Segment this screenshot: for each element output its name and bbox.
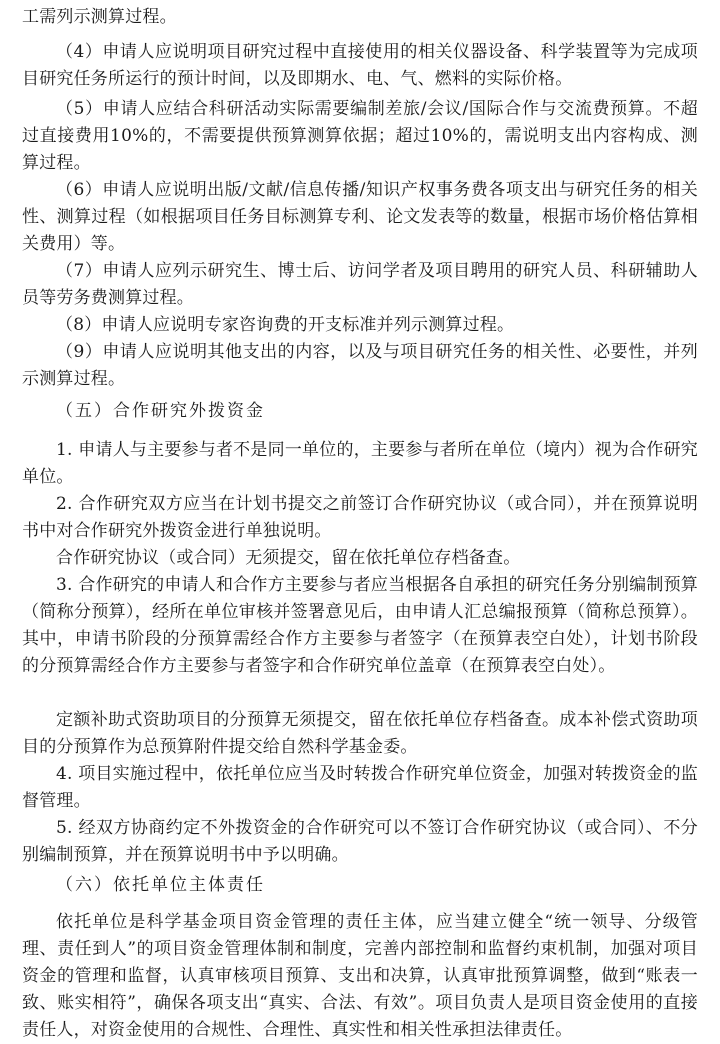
paragraph-item-7: （7）申请人应列示研究生、博士后、访问学者及项目聘用的研究人员、科研辅助人员等劳务费测算过程。	[22, 261, 698, 308]
paragraph-5-item-2: 2. 合作研究双方应当在计划书提交之前签订合作研究协议（或合同），并在预算说明书中对合作研究外拨资金进行单独说明。	[22, 494, 698, 541]
paragraph-5-item-5: 5. 经双方协商约定不外拨资金的合作研究可以不签订合作研究协议（或合同）、不分别编制预算，并在预算说明书中予以明确。	[22, 818, 698, 865]
paragraph-item-8: （8）申请人应说明专家咨询费的开支标准并列示测算过程。	[56, 315, 515, 335]
paragraph-continuation: 工需列示测算过程。	[22, 7, 177, 27]
paragraph-5-item-1: 1. 申请人与主要参与者不是同一单位的，主要参与者所在单位（境内）视为合作研究单位。	[22, 440, 698, 487]
section-heading-5: （五）合作研究外拨资金	[56, 401, 265, 421]
section-heading-6: （六）依托单位主体责任	[56, 875, 265, 895]
paragraph-item-6: （6）申请人应说明出版/文献/信息传播/知识产权事务费各项支出与研究任务的相关性、测算过程（如根据项目任务目标测算专利、论文发表等的数量，根据市场价格估算相关费用）等。	[22, 180, 698, 254]
paragraph-item-9: （9）申请人应说明其他支出的内容，以及与项目研究任务的相关性、必要性，并列示测算过程。	[22, 342, 698, 389]
paragraph-5-item-2-note: 合作研究协议（或合同）无须提交，留在依托单位存档备查。	[56, 548, 521, 568]
paragraph-6-body: 依托单位是科学基金项目资金管理的责任主体，应当建立健全“统一领导、分级管理、责任到人”的项目资金管理体制和制度，完善内部控制和监督约束机制，加强对项目资金的管理和监督，认真审核项目预算、支出和决算，认真审批预算调整，做到“账表一致、账实相符”，确保各项支出“真实、合法、有效”。项目负责人是项目资金使用的直接责任人，对资金使用的合规性、合理性、真实性和相关性承担法律责任。	[22, 912, 698, 1040]
paragraph-item-4: （4）申请人应说明项目研究过程中直接使用的相关仪器设备、科学装置等为完成项目研究任务所运行的预计时间，以及即期水、电、气、燃料的实际价格。	[22, 42, 698, 89]
paragraph-5-item-3: 3. 合作研究的申请人和合作方主要参与者应当根据各自承担的研究任务分别编制预算（简称分预算），经所在单位审核并签署意见后，由申请人汇总编报预算（简称总预算）。其中，申请书阶段的分预算需经合作方主要参与者签字（在预算表空白处），计划书阶段的分预算需经合作方主要参与者签字和合作研究单位盖章（在预算表空白处）。	[22, 575, 698, 676]
paragraph-item-5: （5）申请人应结合科研活动实际需要编制差旅/会议/国际合作与交流费预算。不超过直接费用10%的，不需要提供预算测算依据；超过10%的，需说明支出内容构成、测算过程。	[22, 99, 698, 173]
paragraph-5-item-3-note: 定额补助式资助项目的分预算无须提交，留在依托单位存档备查。成本补偿式资助项目的分预算作为总预算附件提交给自然科学基金委。	[22, 710, 698, 757]
paragraph-5-item-4: 4. 项目实施过程中，依托单位应当及时转拨合作研究单位资金，加强对转拨资金的监督管理。	[22, 764, 698, 811]
